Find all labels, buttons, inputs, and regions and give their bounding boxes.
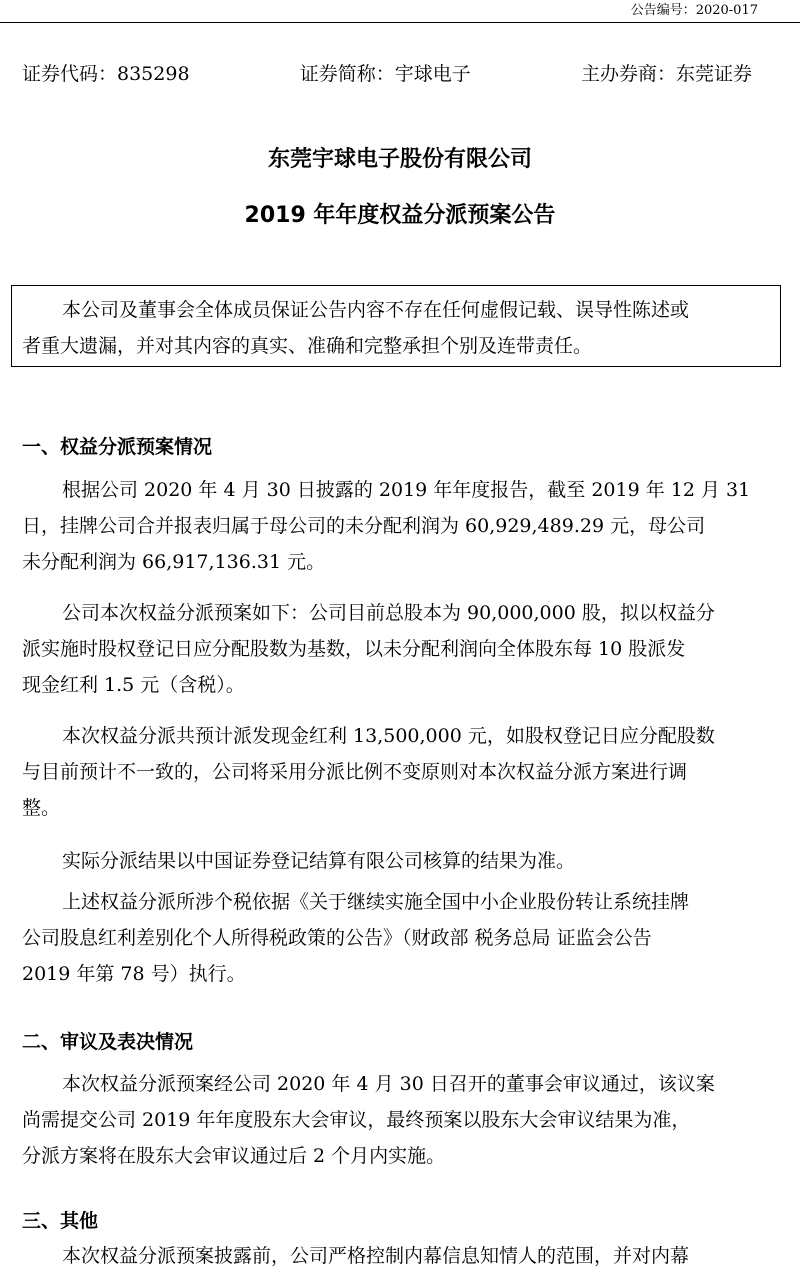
disclaimer-line: 者重大遗漏，并对其内容的真实、准确和完整承担个别及连带责任。 <box>22 335 593 357</box>
security-code: 证券代码：835298 <box>22 63 190 85</box>
disclaimer-box <box>11 285 781 367</box>
paragraph <box>22 843 757 879</box>
announcement-title: 2019 年年度权益分派预案公告 <box>244 203 556 228</box>
paragraph-line: 日，挂牌公司合并报表归属于母公司的未分配利润为 60,929,489.29 元，母公司 <box>22 515 706 537</box>
paragraph <box>22 1238 757 1274</box>
paragraph-line: 本次权益分派预案经公司 2020 年 4 月 30 日召开的董事会审议通过，该议案 <box>62 1073 715 1095</box>
paragraph-line: 根据公司 2020 年 4 月 30 日披露的 2019 年年度报告，截至 2019 年 12 月 31 <box>62 479 751 501</box>
section-heading: 三、其他 <box>22 1210 99 1232</box>
paragraph-line: 公司本次权益分派预案如下：公司目前总股本为 90,000,000 股，拟以权益分 <box>62 602 715 624</box>
paragraph-line: 未分配利润为 66,917,136.31 元。 <box>22 551 326 573</box>
section-heading: 一、权益分派预案情况 <box>22 436 213 458</box>
section-heading: 二、审议及表决情况 <box>22 1031 194 1053</box>
paragraph-line: 公司股息红利差别化个人所得税政策的公告》（财政部 税务总局 证监会公告 <box>22 927 652 949</box>
disclaimer-line: 本公司及董事会全体成员保证公告内容不存在任何虚假记载、误导性陈述或 <box>62 299 690 321</box>
paragraph-line: 本次权益分派共预计派发现金红利 13,500,000 元，如股权登记日应分配股数 <box>62 725 715 747</box>
paragraph-line: 与目前预计不一致的，公司将采用分派比例不变原则对本次权益分派方案进行调 <box>22 761 688 783</box>
paragraph <box>22 884 757 992</box>
announcement-number: 公告编号：2020-017 <box>630 3 758 18</box>
paragraph-line: 本次权益分派预案披露前，公司严格控制内幕信息知情人的范围，并对内幕 <box>62 1245 690 1267</box>
paragraph-line: 现金红利 1.5 元（含税）。 <box>22 674 245 696</box>
paragraph <box>22 718 757 826</box>
paragraph-line: 尚需提交公司 2019 年年度股东大会审议，最终预案以股东大会审议结果为准， <box>22 1109 691 1131</box>
paragraph-line: 实际分派结果以中国证券登记结算有限公司核算的结果为准。 <box>62 850 576 872</box>
security-short-name: 证券简称：宇球电子 <box>299 63 471 85</box>
paragraph <box>22 595 757 703</box>
sponsor-broker: 主办券商：东莞证券 <box>580 63 752 85</box>
paragraph-line: 上述权益分派所涉个税依据《关于继续实施全国中小企业股份转让系统挂牌 <box>62 891 690 913</box>
paragraph-line: 派实施时股权登记日应分配股数为基数，以未分配利润向全体股东每 10 股派发 <box>22 638 686 660</box>
paragraph <box>22 472 757 580</box>
paragraph-line: 整。 <box>22 797 61 819</box>
company-title: 东莞宇球电子股份有限公司 <box>267 147 532 172</box>
paragraph-line: 分派方案将在股东大会审议通过后 2 个月内实施。 <box>22 1145 446 1167</box>
header-rule <box>0 22 800 23</box>
paragraph-line: 2019 年第 78 号）执行。 <box>22 963 246 985</box>
paragraph <box>22 1066 757 1174</box>
security-info <box>22 58 752 90</box>
